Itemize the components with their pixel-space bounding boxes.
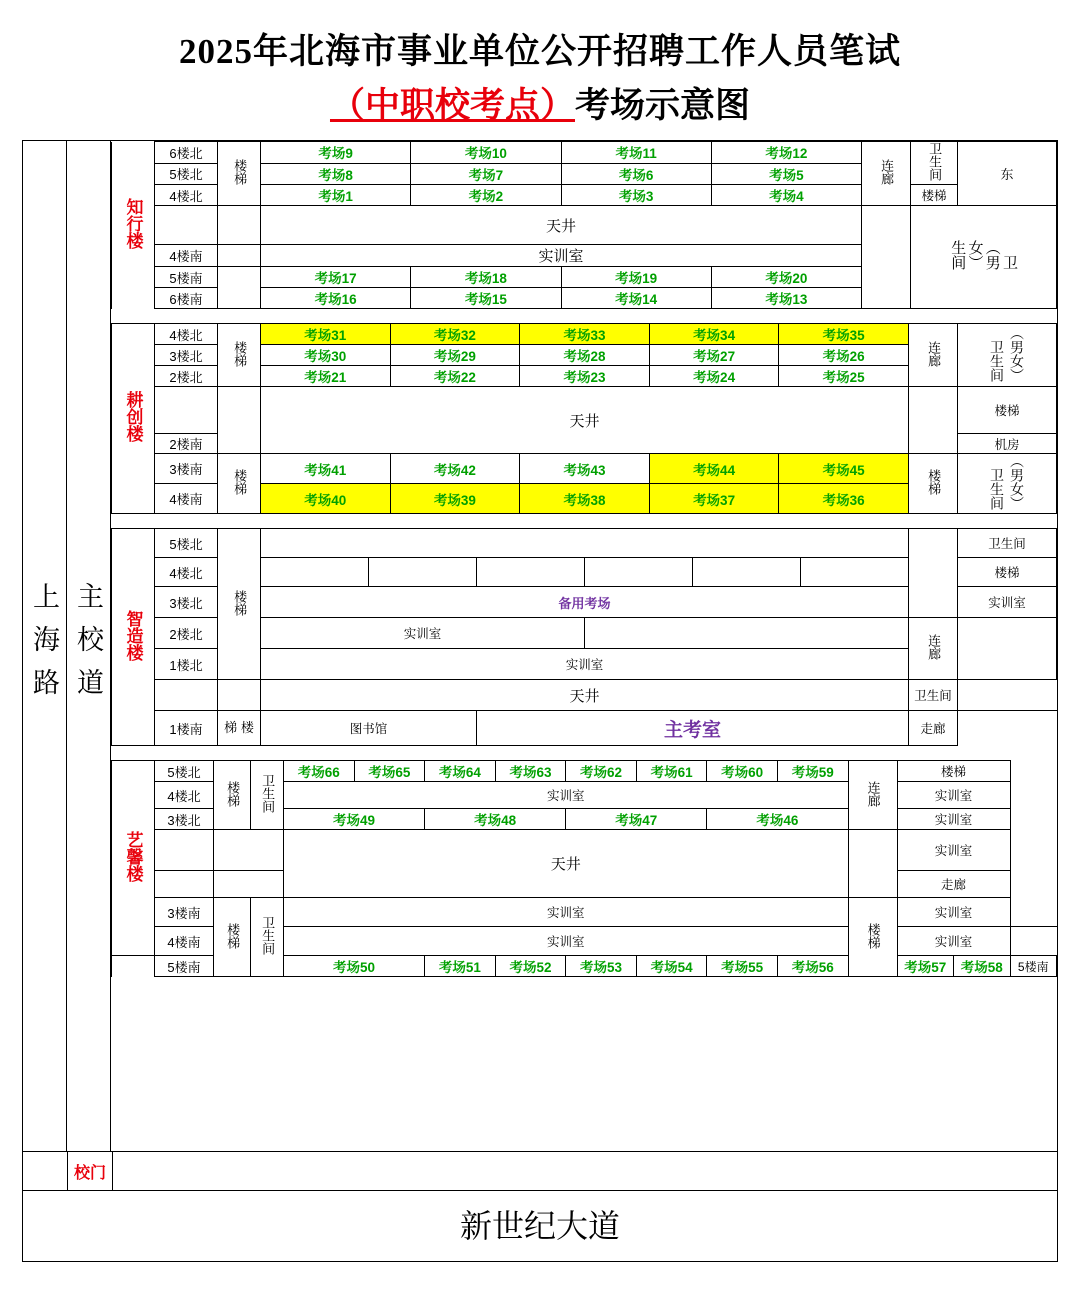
training-room-label: 实训室 bbox=[897, 782, 1010, 809]
empty-cell bbox=[801, 558, 909, 587]
exam-room[interactable]: 考场14 bbox=[561, 288, 711, 309]
gate-strip-right bbox=[113, 1152, 1057, 1190]
gate-strip-left bbox=[23, 1152, 68, 1190]
exam-room[interactable]: 考场19 bbox=[561, 267, 711, 288]
training-room-label: 实训室 bbox=[261, 649, 909, 680]
exam-room[interactable]: 考场1 bbox=[261, 185, 411, 206]
exam-room[interactable]: 考场20 bbox=[711, 267, 861, 288]
exam-room[interactable]: 考场31 bbox=[261, 324, 391, 345]
exam-room[interactable]: 考场29 bbox=[390, 345, 520, 366]
stair-label-split: 梯 楼 bbox=[218, 711, 261, 746]
exam-room[interactable]: 考场37 bbox=[649, 484, 779, 514]
floor-label: 4楼南 bbox=[155, 927, 214, 956]
spacer-cell bbox=[1010, 761, 1057, 927]
exam-room[interactable]: 考场26 bbox=[779, 345, 909, 366]
exam-room[interactable]: 考场55 bbox=[707, 956, 778, 977]
toilet-mw-label: 卫生间 （男女） bbox=[958, 454, 1057, 514]
exam-room[interactable]: 考场38 bbox=[520, 484, 650, 514]
training-room-label: 实训室 bbox=[897, 927, 1010, 956]
spacer-cell bbox=[155, 680, 218, 711]
floor-label: 4楼北 bbox=[155, 185, 218, 206]
empty-cell bbox=[477, 558, 585, 587]
spacer-cell bbox=[218, 245, 261, 267]
corridor-spacer bbox=[862, 206, 911, 309]
toilet-mw-label: 卫生间 （男女） bbox=[958, 324, 1057, 387]
stair-label: 楼梯 bbox=[848, 898, 897, 977]
exam-room[interactable]: 考场9 bbox=[261, 142, 411, 164]
exam-room[interactable]: 考场57 bbox=[897, 956, 954, 977]
building-name-gengchuang: 耕创楼 bbox=[112, 324, 155, 514]
stair-label: 楼梯 bbox=[218, 324, 261, 387]
exam-room[interactable]: 考场3 bbox=[561, 185, 711, 206]
spacer-cell bbox=[848, 830, 897, 898]
building-name-spacer bbox=[112, 956, 155, 977]
building-gap bbox=[111, 514, 1057, 528]
floor-label: 3楼北 bbox=[155, 345, 218, 366]
title-line-1: 2025年北海市事业单位公开招聘工作人员笔试 bbox=[178, 32, 901, 71]
spacer-cell bbox=[218, 387, 261, 454]
empty-cell bbox=[261, 558, 369, 587]
spacer-cell bbox=[155, 871, 214, 898]
floor-label: 2楼北 bbox=[155, 366, 218, 387]
empty-room-row bbox=[261, 529, 909, 558]
hallway-label: 走廊 bbox=[909, 711, 958, 746]
exam-room[interactable]: 考场28 bbox=[520, 345, 650, 366]
floor-label: 4楼南 bbox=[155, 484, 218, 514]
avenue-box bbox=[23, 1190, 1057, 1262]
floor-label: 1楼南 bbox=[155, 711, 218, 746]
exam-room[interactable]: 考场48 bbox=[425, 809, 566, 830]
floor-label: 3楼北 bbox=[155, 587, 218, 618]
chief-exam-room[interactable]: 主考室 bbox=[477, 711, 909, 746]
exam-room[interactable]: 考场4 bbox=[711, 185, 861, 206]
building-name-zhixing: 知行楼 bbox=[112, 142, 155, 309]
machine-room-label: 机房 bbox=[958, 434, 1057, 454]
training-room-label: 实训室 bbox=[284, 898, 849, 927]
exam-room[interactable]: 考场49 bbox=[284, 809, 425, 830]
exam-room[interactable]: 考场66 bbox=[284, 761, 355, 782]
floor-label: 3楼南 bbox=[155, 898, 214, 927]
buildings-area bbox=[111, 141, 1057, 1151]
stair-label: 楼梯 bbox=[911, 185, 958, 206]
exam-room[interactable]: 考场7 bbox=[411, 163, 561, 185]
toilet-label: 卫生间 bbox=[251, 761, 284, 830]
building-zhixing bbox=[111, 141, 1057, 309]
corridor-label: 连廊 bbox=[909, 324, 958, 387]
exam-room[interactable]: 考场16 bbox=[261, 288, 411, 309]
corridor-label: 连廊 bbox=[848, 761, 897, 830]
exam-room[interactable]: 考场13 bbox=[711, 288, 861, 309]
training-room-label: 实训室 bbox=[261, 618, 585, 649]
stair-label: 楼梯 bbox=[218, 529, 261, 680]
exam-room[interactable]: 考场47 bbox=[566, 809, 707, 830]
exam-room[interactable]: 考场25 bbox=[779, 366, 909, 387]
toilet-label: 卫生间 bbox=[909, 680, 958, 711]
toilet-label: 卫生间 bbox=[251, 898, 284, 977]
exam-room[interactable]: 考场30 bbox=[261, 345, 391, 366]
floor-label: 2楼南 bbox=[155, 434, 218, 454]
exam-room[interactable]: 考场8 bbox=[261, 163, 411, 185]
spacer-cell bbox=[218, 206, 261, 245]
stair-label: 楼梯 bbox=[214, 761, 251, 830]
exam-room[interactable]: 考场54 bbox=[636, 956, 707, 977]
exam-room[interactable]: 考场2 bbox=[411, 185, 561, 206]
exam-room[interactable]: 考场43 bbox=[520, 454, 650, 484]
avenue-label: 新世纪大道 bbox=[459, 1208, 620, 1244]
inner-road-label: 主校道 bbox=[67, 141, 111, 1151]
exam-room[interactable]: 考场58 bbox=[954, 956, 1011, 977]
exam-room[interactable]: 考场10 bbox=[411, 142, 561, 164]
training-room-label: 实训室 bbox=[897, 830, 1010, 871]
training-room-label: 实训室 bbox=[897, 809, 1010, 830]
stair-label: 楼梯 bbox=[218, 454, 261, 514]
page-title bbox=[0, 0, 1080, 128]
exam-room[interactable]: 考场34 bbox=[649, 324, 779, 345]
corridor-spacer-top bbox=[909, 529, 958, 618]
building-gap bbox=[111, 746, 1057, 760]
spacer-cell bbox=[958, 711, 1057, 746]
spacer-cell bbox=[214, 830, 284, 871]
campus-map bbox=[22, 140, 1058, 1262]
toilet-mw-label: 生间女）（男卫 bbox=[911, 206, 1057, 309]
exam-room[interactable]: 考场24 bbox=[649, 366, 779, 387]
exam-room[interactable]: 考场21 bbox=[261, 366, 391, 387]
exam-room[interactable]: 考场36 bbox=[779, 484, 909, 514]
exam-room[interactable]: 考场64 bbox=[425, 761, 496, 782]
training-room-label: 实训室 bbox=[284, 782, 849, 809]
empty-cell bbox=[693, 558, 801, 587]
spacer-cell bbox=[218, 267, 261, 309]
spacer-cell bbox=[155, 830, 214, 871]
corridor-label: 连廊 bbox=[862, 142, 911, 206]
floor-label: 6楼南 bbox=[155, 288, 218, 309]
outer-road-label: 上海路 bbox=[23, 141, 67, 1151]
exam-room[interactable]: 考场39 bbox=[390, 484, 520, 514]
exam-room[interactable]: 考场50 bbox=[284, 956, 425, 977]
exam-room[interactable]: 考场40 bbox=[261, 484, 391, 514]
atrium-label: 天井 bbox=[284, 830, 849, 898]
floor-label: 5楼南 bbox=[155, 267, 218, 288]
stair-label: 楼梯 bbox=[958, 558, 1057, 587]
spare-exam-room[interactable]: 备用考场 bbox=[261, 587, 909, 618]
exam-room[interactable]: 考场27 bbox=[649, 345, 779, 366]
toilet-label: 卫生间 bbox=[958, 529, 1057, 558]
exam-room[interactable]: 考场35 bbox=[779, 324, 909, 345]
exam-room[interactable]: 考场52 bbox=[495, 956, 566, 977]
stair-label: 楼梯 bbox=[897, 761, 1010, 782]
training-room-label: 实训室 bbox=[284, 927, 849, 956]
floor-label: 5楼北 bbox=[155, 163, 218, 185]
exam-room[interactable]: 考场42 bbox=[390, 454, 520, 484]
exam-room[interactable]: 考场60 bbox=[707, 761, 778, 782]
empty-cell bbox=[585, 618, 909, 649]
hallway-label: 走廊 bbox=[897, 871, 1010, 898]
spacer-cell bbox=[214, 871, 284, 898]
floor-label: 1楼北 bbox=[155, 649, 218, 680]
stair-label: 楼梯 bbox=[214, 898, 251, 977]
exam-room[interactable]: 考场17 bbox=[261, 267, 411, 288]
empty-cell bbox=[958, 618, 1057, 680]
exam-room[interactable]: 考场22 bbox=[390, 366, 520, 387]
title-red-part: （中职校考点） bbox=[329, 86, 575, 125]
map-frame bbox=[23, 141, 1057, 1151]
stair-label: 楼梯 bbox=[909, 454, 958, 514]
floor-label: 5楼南 bbox=[155, 956, 214, 977]
library-label: 图书馆 bbox=[261, 711, 477, 746]
exam-room[interactable]: 考场15 bbox=[411, 288, 561, 309]
stair-label: 楼梯 bbox=[958, 387, 1057, 434]
exam-room[interactable]: 考场32 bbox=[390, 324, 520, 345]
spacer-cell bbox=[155, 206, 218, 245]
spacer-cell bbox=[155, 387, 218, 434]
exam-room[interactable]: 考场56 bbox=[777, 956, 848, 977]
title-line-2 bbox=[0, 78, 1080, 128]
spacer-cell bbox=[958, 680, 1057, 711]
stair-label: 楼梯 bbox=[218, 142, 261, 206]
floor-label: 3楼北 bbox=[155, 809, 214, 830]
exam-room[interactable]: 考场53 bbox=[566, 956, 637, 977]
exam-room[interactable]: 考场11 bbox=[561, 142, 711, 164]
training-room-label: 实训室 bbox=[261, 245, 862, 267]
exam-room[interactable]: 考场6 bbox=[561, 163, 711, 185]
spacer-cell bbox=[1010, 927, 1057, 956]
floor-label: 4楼南 bbox=[155, 245, 218, 267]
exam-room[interactable]: 考场61 bbox=[636, 761, 707, 782]
training-room-label: 实训室 bbox=[897, 898, 1010, 927]
training-room-label: 实训室 bbox=[958, 587, 1057, 618]
exam-room[interactable]: 考场51 bbox=[425, 956, 496, 977]
atrium-label: 天井 bbox=[261, 680, 909, 711]
building-gap bbox=[111, 309, 1057, 323]
floor-label: 3楼南 bbox=[155, 454, 218, 484]
gate-label-cell bbox=[68, 1152, 113, 1190]
atrium-label: 天井 bbox=[261, 387, 909, 454]
empty-cell bbox=[585, 558, 693, 587]
atrium-label: 天井 bbox=[261, 206, 862, 245]
exam-room[interactable]: 考场18 bbox=[411, 267, 561, 288]
exam-room[interactable]: 考场44 bbox=[649, 454, 779, 484]
exam-room[interactable]: 考场46 bbox=[707, 809, 848, 830]
exam-room[interactable]: 考场23 bbox=[520, 366, 650, 387]
spacer-cell bbox=[218, 680, 261, 711]
building-yixin bbox=[111, 760, 1057, 977]
floor-label: 5楼南 bbox=[1010, 956, 1057, 977]
building-name-zhizao: 智造楼 bbox=[112, 529, 155, 746]
building-gengchuang bbox=[111, 323, 1057, 514]
corridor-label: 连廊 bbox=[909, 618, 958, 680]
building-zhizao bbox=[111, 528, 1057, 746]
title-black-part: 考场示意图 bbox=[575, 86, 751, 125]
floor-label: 4楼北 bbox=[155, 558, 218, 587]
gate-strip bbox=[23, 1151, 1057, 1190]
floor-label: 2楼北 bbox=[155, 618, 218, 649]
exam-room[interactable]: 考场62 bbox=[566, 761, 637, 782]
empty-cell bbox=[369, 558, 477, 587]
exam-room[interactable]: 考场63 bbox=[495, 761, 566, 782]
stair-spacer bbox=[909, 387, 958, 454]
floor-label: 6楼北 bbox=[155, 142, 218, 164]
exam-room[interactable]: 考场12 bbox=[711, 142, 861, 164]
building-name-yixin: 艺馨楼 bbox=[112, 761, 155, 956]
floor-label: 5楼北 bbox=[155, 761, 214, 782]
floor-label: 5楼北 bbox=[155, 529, 218, 558]
exam-room[interactable]: 考场45 bbox=[779, 454, 909, 484]
floor-label: 4楼北 bbox=[155, 324, 218, 345]
exam-room[interactable]: 考场5 bbox=[711, 163, 861, 185]
east-label: 东 bbox=[958, 142, 1057, 206]
exam-room[interactable]: 考场41 bbox=[261, 454, 391, 484]
toilet-label: 卫生间 bbox=[911, 142, 958, 185]
exam-room[interactable]: 考场65 bbox=[354, 761, 425, 782]
floor-label: 4楼北 bbox=[155, 782, 214, 809]
gate-label: 校门 bbox=[73, 1164, 106, 1182]
exam-room[interactable]: 考场59 bbox=[777, 761, 848, 782]
exam-room[interactable]: 考场33 bbox=[520, 324, 650, 345]
